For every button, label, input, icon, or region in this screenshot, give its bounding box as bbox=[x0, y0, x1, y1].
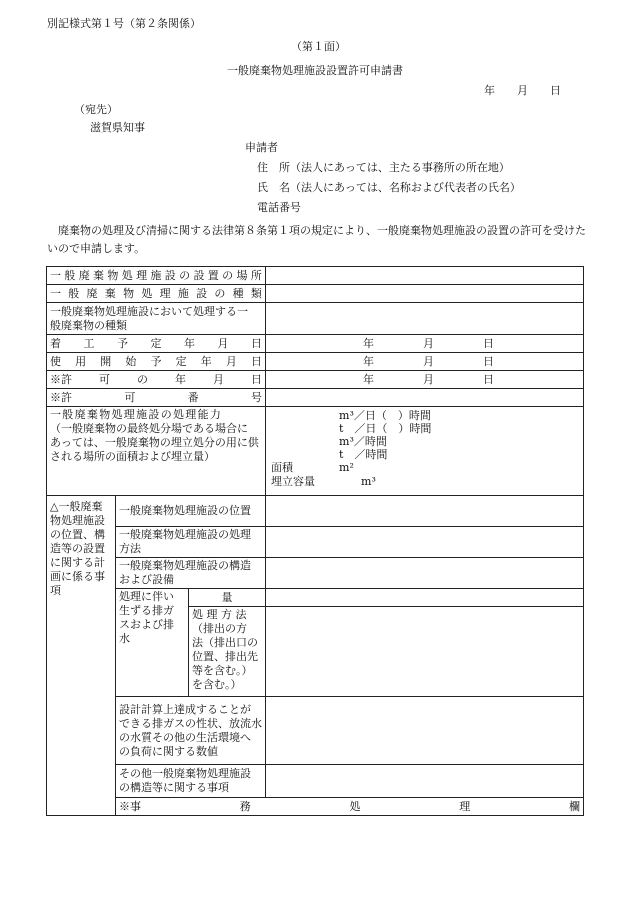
applicant-label: 申請者 bbox=[245, 141, 278, 154]
label-char: 年 bbox=[200, 354, 212, 368]
row-start-date bbox=[47, 335, 584, 353]
unit-t-day: t ／日（ ）時間 bbox=[339, 422, 432, 435]
label-char: 棄 bbox=[93, 268, 105, 282]
label-line: 一般廃棄物処理施設の処理 bbox=[119, 528, 251, 541]
month-label: 月 bbox=[423, 372, 435, 386]
day-label: 日 bbox=[483, 336, 495, 350]
label-plan-method bbox=[116, 527, 266, 558]
row-emission-amount bbox=[47, 589, 584, 607]
label-char: 般 bbox=[68, 286, 80, 300]
label-char: 予 bbox=[117, 336, 128, 350]
label-char: 所 bbox=[250, 268, 262, 282]
addressee-label: （宛先） bbox=[74, 103, 118, 116]
year-label: 年 bbox=[363, 372, 375, 386]
label-char: 日 bbox=[251, 354, 262, 368]
label-char: 定 bbox=[150, 336, 162, 350]
applicant-address: 住 所（法人にあっては、主たる事務所の所在地） bbox=[257, 161, 510, 174]
row-plan-position bbox=[47, 496, 584, 527]
applicant-phone: 電話番号 bbox=[257, 201, 301, 214]
row-location bbox=[47, 267, 584, 285]
label-plan-heading bbox=[47, 496, 116, 816]
label-line: される場所の面積および埋立量） bbox=[50, 450, 215, 463]
field-design-values[interactable] bbox=[266, 697, 584, 765]
month-label: 月 bbox=[423, 354, 435, 368]
row-other bbox=[47, 765, 584, 798]
label-char: 設 bbox=[164, 268, 176, 282]
label-line: の位置、構 bbox=[50, 528, 105, 541]
field-plan-method[interactable] bbox=[266, 527, 584, 558]
day-label: 日 bbox=[483, 354, 495, 368]
label-line: 一般廃棄物処理施設において処理する一 bbox=[50, 304, 248, 318]
field-waste-type[interactable] bbox=[266, 303, 584, 335]
label-char: 年 bbox=[184, 336, 195, 350]
label-line: 一般廃棄物処理施設の構造 bbox=[119, 559, 251, 572]
label-type bbox=[47, 285, 266, 303]
label-line: （一般廃棄物の最終処分場である場合に bbox=[50, 422, 248, 435]
label-char: 処 bbox=[121, 268, 133, 282]
area-unit: m² bbox=[339, 461, 354, 474]
label-char: 着 bbox=[50, 336, 61, 350]
statement-line: いので申請します。 bbox=[47, 242, 146, 255]
unit-t-hour: t ／時間 bbox=[339, 448, 388, 461]
row-plan-structure bbox=[47, 558, 584, 589]
label-line: 一般廃棄物処理施設の処理能力 bbox=[50, 408, 223, 421]
label-char: 年 bbox=[175, 372, 186, 386]
application-form-table bbox=[46, 266, 584, 816]
label-line: 生ずる排ガ bbox=[119, 604, 174, 617]
month-label: 月 bbox=[423, 336, 435, 350]
field-permit-date[interactable] bbox=[266, 371, 584, 389]
label-capacity bbox=[47, 407, 266, 496]
label-char: 棄 bbox=[104, 286, 116, 300]
label-char: 欄 bbox=[569, 799, 580, 813]
label-line: 水 bbox=[119, 632, 130, 645]
day-label: 日 bbox=[483, 372, 495, 386]
volume-label: 埋立容量 bbox=[271, 475, 316, 488]
label-other bbox=[116, 765, 266, 798]
page-label: （第１面） bbox=[291, 40, 346, 53]
volume-unit: m³ bbox=[361, 475, 376, 488]
label-char: 予 bbox=[150, 354, 162, 368]
unit-m3-day: m³／日（ ）時間 bbox=[339, 409, 431, 422]
label-char: ※許 bbox=[50, 390, 72, 404]
label-start-date bbox=[47, 335, 266, 353]
label-char: 月 bbox=[217, 336, 229, 350]
field-type[interactable] bbox=[266, 285, 584, 303]
label-location bbox=[47, 267, 266, 285]
label-char: 開 bbox=[100, 354, 112, 368]
row-office bbox=[47, 798, 584, 816]
label-line: 方法 bbox=[119, 542, 141, 555]
row-permit-date bbox=[47, 371, 584, 389]
label-char: 一 bbox=[50, 268, 61, 282]
label-use-date bbox=[47, 353, 266, 371]
label-permit-date bbox=[47, 371, 266, 389]
label-design-values bbox=[116, 697, 266, 765]
label-char: 務 bbox=[239, 799, 251, 813]
label-char: ※事 bbox=[119, 799, 141, 813]
label-char: の bbox=[214, 286, 226, 300]
field-start-date[interactable] bbox=[266, 335, 584, 353]
document-title: 一般廃棄物処理施設設置許可申請書 bbox=[227, 64, 403, 77]
application-statement bbox=[47, 222, 587, 258]
label-line: 処 理 方 法 bbox=[192, 608, 247, 621]
label-line: の水質その他の生活環境へ bbox=[119, 730, 251, 744]
label-line: 物処理施設 bbox=[50, 514, 105, 527]
label-char: 施 bbox=[150, 268, 162, 282]
row-permit-number bbox=[47, 389, 584, 407]
label-char: 処 bbox=[349, 799, 361, 813]
label-char: 日 bbox=[251, 336, 262, 350]
label-char: 日 bbox=[251, 372, 262, 386]
label-line: 画に係る事 bbox=[50, 570, 105, 583]
label-permit-number bbox=[47, 389, 266, 407]
label-line: の負荷に関する数値 bbox=[119, 744, 218, 758]
field-use-date[interactable] bbox=[266, 353, 584, 371]
label-char: 可 bbox=[99, 372, 110, 386]
label-char: 廃 bbox=[78, 268, 90, 282]
addressee: 滋賀県知事 bbox=[90, 121, 145, 134]
label-line: スおよび排 bbox=[119, 618, 174, 631]
label-char: 場 bbox=[236, 268, 248, 282]
label-line: 項 bbox=[50, 584, 61, 597]
row-use-date bbox=[47, 353, 584, 371]
label-char: 用 bbox=[75, 354, 87, 368]
row-type bbox=[47, 285, 584, 303]
date-month: 月 bbox=[517, 84, 528, 97]
label-char: 月 bbox=[225, 354, 237, 368]
label-line: 等を含む。） bbox=[192, 664, 253, 677]
label-char: ※許 bbox=[50, 372, 72, 386]
field-location[interactable] bbox=[266, 267, 584, 285]
row-design-values bbox=[47, 697, 584, 765]
label-char: 理 bbox=[136, 268, 148, 282]
label-line: 処理に伴い bbox=[119, 590, 174, 603]
label-char: 物 bbox=[123, 286, 135, 300]
label-line: その他一般廃棄物処理施設 bbox=[119, 767, 251, 780]
label-line: △一般廃棄 bbox=[50, 500, 103, 513]
label-char: 番 bbox=[187, 390, 199, 404]
label-char: の bbox=[222, 268, 234, 282]
label-line: 設計計算上達成することが bbox=[119, 702, 251, 716]
label-char: の bbox=[179, 268, 191, 282]
row-capacity bbox=[47, 407, 584, 496]
label-line: あっては、一般廃棄物の埋立処分の用に供 bbox=[50, 436, 259, 449]
label-char: 理 bbox=[159, 286, 171, 300]
label-char: 類 bbox=[250, 286, 262, 300]
field-emission-amount[interactable] bbox=[266, 589, 584, 607]
label-char: 廃 bbox=[86, 286, 98, 300]
applicant-name: 氏 名（法人にあっては、名称および代表者の氏名） bbox=[257, 181, 521, 194]
label-char: 可 bbox=[124, 390, 136, 404]
label-emission-method bbox=[189, 607, 266, 697]
unit-m3-hour: m³／時間 bbox=[339, 435, 387, 448]
label-line: （排出の方 bbox=[192, 622, 247, 635]
field-plan-structure[interactable] bbox=[266, 558, 584, 589]
label-office bbox=[116, 798, 584, 816]
label-plan-position: 一般廃棄物処理施設の位置 bbox=[116, 496, 266, 527]
label-line: および設備 bbox=[119, 573, 174, 586]
year-label: 年 bbox=[363, 354, 375, 368]
label-line: 般廃棄物の種類 bbox=[50, 318, 127, 332]
label-emission-amount: 量 bbox=[189, 589, 266, 607]
statement-line: 廃棄物の処理及び清掃に関する法律第８条第１項の規定により、一般廃棄物処理施設の設置の許可を受けた bbox=[58, 224, 586, 237]
label-char: 施 bbox=[177, 286, 189, 300]
label-char: 工 bbox=[83, 336, 95, 350]
label-char: 設 bbox=[196, 286, 208, 300]
label-char: 使 bbox=[50, 354, 61, 368]
label-char: 物 bbox=[107, 268, 119, 282]
field-capacity[interactable] bbox=[266, 407, 584, 496]
field-emission-method[interactable] bbox=[266, 607, 584, 697]
field-plan-position[interactable] bbox=[266, 496, 584, 527]
date-year: 年 bbox=[484, 84, 495, 97]
label-waste-type bbox=[47, 303, 266, 335]
label-line: に関する計 bbox=[50, 556, 105, 569]
field-permit-number[interactable] bbox=[266, 389, 584, 407]
label-char: 種 bbox=[232, 286, 244, 300]
label-line: の構造等に関する事項 bbox=[119, 781, 229, 794]
label-char: 月 bbox=[213, 372, 224, 386]
field-other[interactable] bbox=[266, 765, 584, 798]
label-line: を含む。） bbox=[192, 678, 242, 691]
label-line: 位置、排出先 bbox=[192, 650, 258, 663]
label-char: 処 bbox=[141, 286, 153, 300]
label-char: 号 bbox=[250, 390, 262, 404]
form-number: 別記様式第１号（第２条関係） bbox=[47, 17, 201, 30]
row-plan-method bbox=[47, 527, 584, 558]
label-char: 置 bbox=[207, 268, 219, 282]
label-char: 設 bbox=[193, 268, 205, 282]
label-char: 始 bbox=[125, 354, 137, 368]
row-waste-type bbox=[47, 303, 584, 335]
label-char: 般 bbox=[64, 268, 76, 282]
area-label: 面積 bbox=[271, 461, 294, 474]
label-char: 理 bbox=[459, 799, 471, 813]
year-label: 年 bbox=[363, 336, 375, 350]
label-line: できる排ガスの性状、放流水 bbox=[119, 716, 262, 730]
label-char: 一 bbox=[50, 286, 61, 300]
label-emission-heading bbox=[116, 589, 189, 697]
label-plan-structure bbox=[116, 558, 266, 589]
label-line: 造等の設置 bbox=[50, 542, 105, 555]
label-char: 定 bbox=[175, 354, 187, 368]
label-char: の bbox=[137, 372, 148, 386]
label-line: 法（排出口の bbox=[192, 636, 258, 649]
date-day: 日 bbox=[550, 84, 561, 97]
